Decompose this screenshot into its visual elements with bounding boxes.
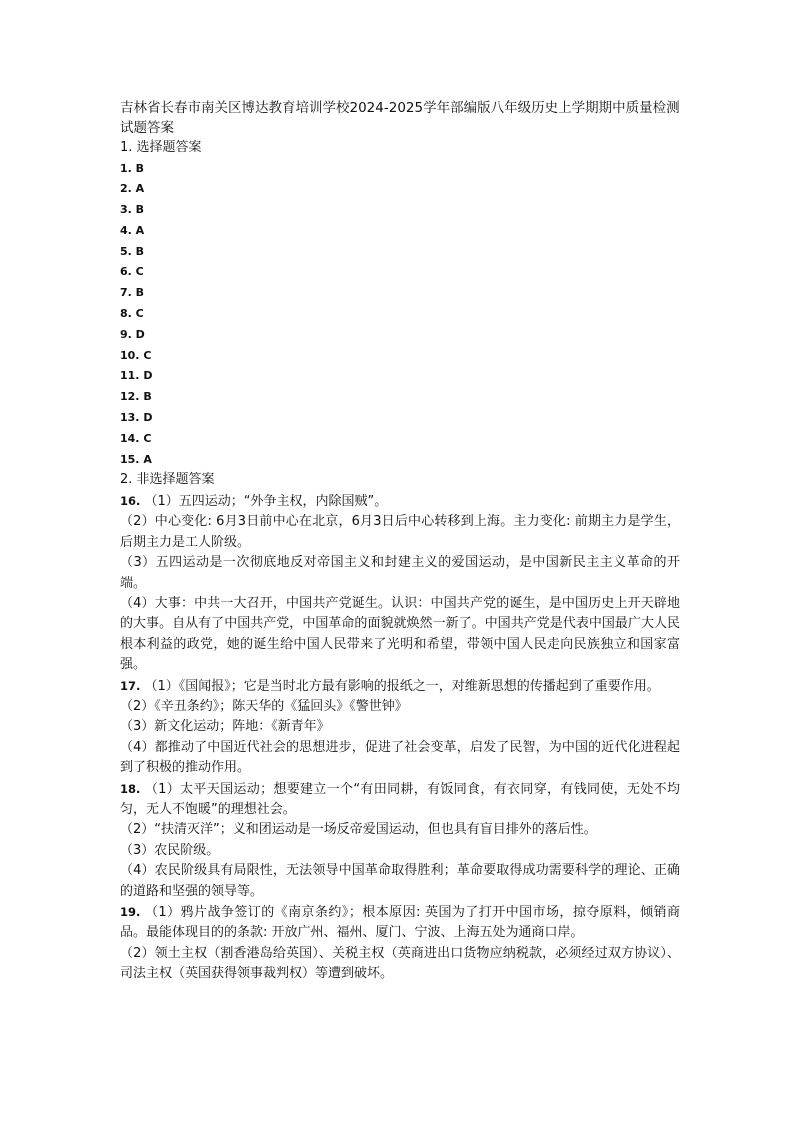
q18-part1	[120, 779, 680, 821]
choice-answer-item: 14. C	[120, 431, 152, 445]
section-heading-choice: 1. 选择题答案	[120, 140, 202, 155]
q18-part2: （2）“扶清灭洋”；义和团运动是一场反帝爱国运动，但也具有盲目排外的落后性。	[120, 822, 597, 838]
q17-part1	[120, 676, 680, 697]
section-heading-nonchoice: 2. 非选择题答案	[120, 472, 215, 488]
document-title: 吉林省长春市南关区博达教育培训学校2024-2025学年部编版八年级历史上学期期中质量检测试题答案	[120, 100, 680, 136]
q17-part3: （3）新文化运动；阵地：《新青年》	[120, 719, 330, 735]
choice-answer-item: 10. C	[120, 348, 152, 362]
q17-part2: （2）《辛丑条约》；陈天华的《猛回头》《警世钟》	[120, 699, 408, 715]
q16-part1	[120, 491, 680, 512]
choice-answer-item: 1. B	[120, 161, 145, 175]
question-17-answer	[120, 676, 680, 779]
q16-part2: （2）中心变化: 6月3日前中心在北京，6月3日后中心转移到上海。主力变化: 前期主力是学生，后期主力是工人阶级。	[120, 514, 680, 550]
question-number: 16.	[120, 493, 141, 508]
choice-answer-item: 12. B	[120, 390, 152, 404]
question-16-answer	[120, 491, 680, 676]
q19-part1	[120, 902, 680, 944]
q17-part4: （4）都推动了中国近代社会的思想进步，促进了社会变革，启发了民智，为中国的近代化进程起到了积极的推动作用。	[120, 739, 680, 776]
q16-part4: （4）大事：中共一大召开，中国共产党诞生。认识：中国共产党的诞生，是中国历史上开天辟地的大事。自从有了中国共产党，中国革命的面貌就焕然一新了。中国共产党是代表中国最广大人民根本利益的政党，她的诞生给中国人民带来了光明和希望，带领中国人民走向民族独立和国家富强。	[120, 595, 680, 673]
choice-answer-item: 4. A	[120, 223, 145, 237]
answer-text: （1）五四运动；“外争主权，内除国贼”。	[144, 493, 388, 509]
choice-answer-item: 7. B	[120, 286, 145, 300]
answer-document	[120, 98, 680, 985]
choice-answer-item: 2. A	[120, 182, 145, 196]
choice-answer-item: 13. D	[120, 411, 153, 425]
question-number: 17.	[120, 678, 141, 693]
question-number: 19.	[120, 905, 141, 920]
q18-part4: （4）农民阶级具有局限性，无法领导中国革命取得胜利；革命要取得成功需要科学的理论、正确的道路和坚强的领导等。	[120, 863, 680, 899]
q16-part3: （3）五四运动是一次彻底地反对帝国主义和封建主义的爱国运动，是中国新民主主义革命的开端。	[120, 555, 680, 591]
choice-answer-item: 11. D	[120, 369, 153, 383]
choice-answer-list	[120, 159, 680, 471]
question-18-answer	[120, 779, 680, 902]
choice-answer-item: 6. C	[120, 265, 144, 279]
answer-text: （1）《国闻报》；它是当时北方最有影响的报纸之一，对维新思想的传播起到了重要作用。	[144, 678, 660, 694]
choice-answer-item: 8. C	[120, 307, 144, 321]
q19-part2: （2）领土主权（割香港岛给英国）、关税主权（英商进出口货物应纳税款，必须经过双方协议）、司法主权（英国获得领事裁判权）等遭到破坏。	[120, 945, 680, 982]
choice-answer-item: 3. B	[120, 203, 145, 217]
answer-text: （1）太平天国运动；想要建立一个“有田同耕，有饭同食，有衣同穿，有钱同使，无处不均匀，无人不饱暖”的理想社会。	[120, 781, 680, 818]
choice-answer-item: 15. A	[120, 452, 152, 466]
q18-part3: （3）农民阶级。	[120, 842, 220, 858]
question-number: 18.	[120, 781, 141, 796]
choice-answer-item: 5. B	[120, 244, 145, 258]
question-19-answer	[120, 902, 680, 985]
answer-text: （1）鸦片战争签订的《南京条约》；根本原因: 英国为了打开中国市场，掠夺原料，倾销商品。最能体现目的的条款: 开放广州、福州、厦门、宁波、上海五处为通商口岸。	[120, 905, 680, 941]
choice-answer-item: 9. D	[120, 327, 145, 341]
